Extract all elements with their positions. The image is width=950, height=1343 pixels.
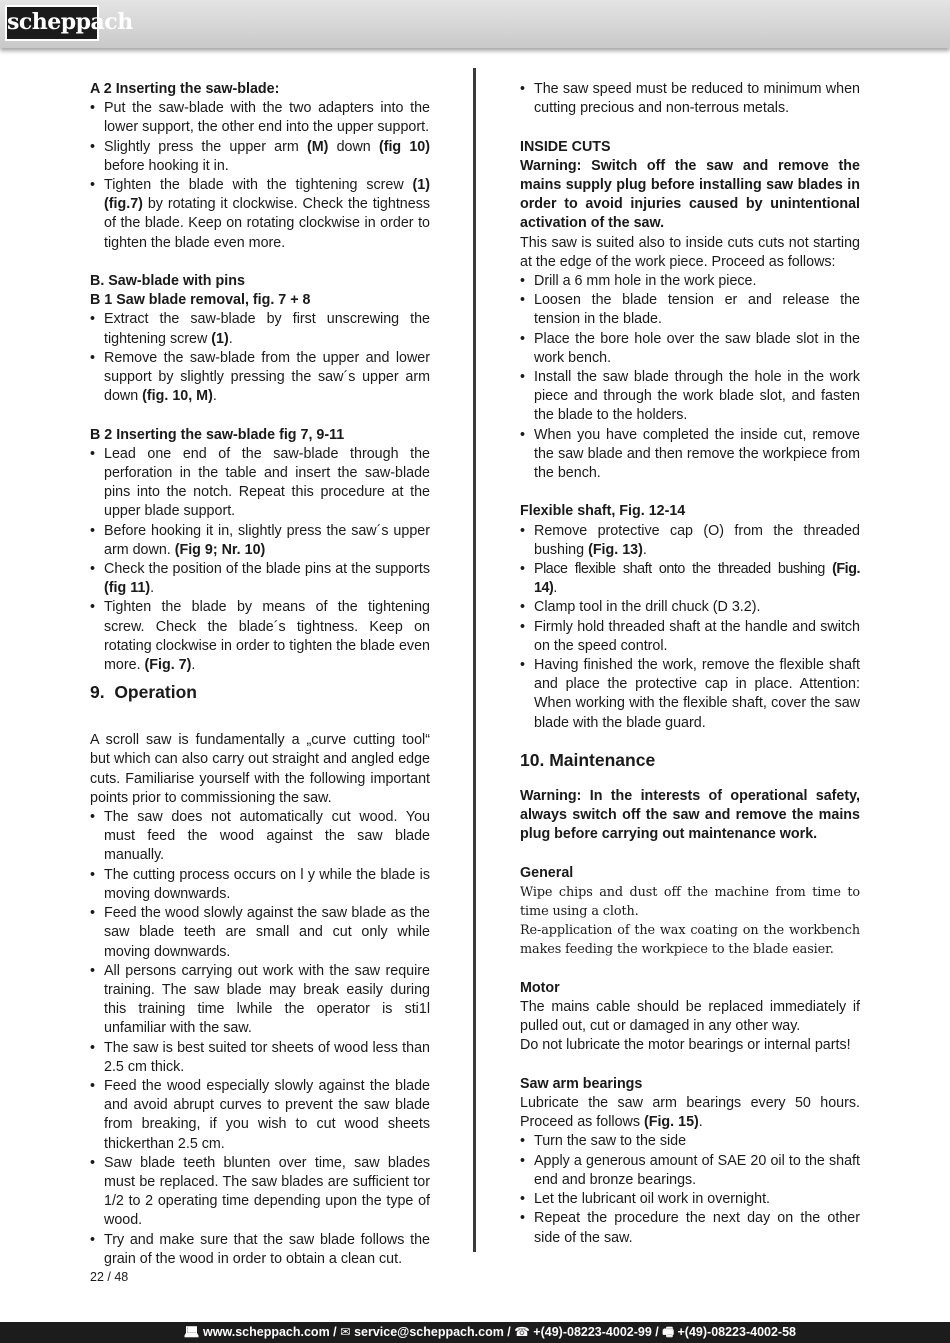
list-item: • Feed the wood slowly against the saw blade as the saw blade teeth are small and cut only while moving downwards. (90, 904, 430, 962)
list-item: • When you have completed the inside cut, remove the saw blade and then remove the workpiece from the bench. (520, 426, 860, 484)
page-header (0, 0, 950, 48)
list-item: • Install the saw blade through the hole in the work piece and through the work blade slot, and fasten the blade to the holders. (520, 368, 860, 426)
brand-logo: scheppach (5, 5, 99, 41)
section-heading: B 2 Inserting the saw-blade fig 7, 9-11 (90, 426, 345, 443)
list-item: • Put the saw-blade with the two adapters into the lower support, the other end into the upper support. (90, 99, 430, 137)
column-divider (473, 68, 476, 1252)
list-item: • Apply a generous amount of SAE 20 oil to the shaft end and bronze bearings. (520, 1152, 860, 1190)
inside-list (520, 272, 860, 483)
list-item: • Turn the saw to the side (520, 1132, 860, 1151)
list-item: • Lead one end of the saw-blade through the perforation in the table and insert the saw-blade pins into the notch. Repeat this procedure at the upper blade support. (90, 445, 430, 522)
list-item: • The saw speed must be reduced to minimum when cutting precious and non-terrous metals. (520, 80, 860, 118)
section-heading: General (520, 864, 574, 881)
page-footer: 💻︎ www.scheppach.com / ✉ service@scheppach.com / ☎ +(49)-08223-4002-99 / 🖷︎ +(49)-08223-4002-58 (0, 1322, 950, 1343)
list-item: • The saw does not automatically cut wood. You must feed the wood against the saw blade manually. (90, 808, 430, 866)
list-item: • Place flexible shaft onto the threaded bushing (Fig. 14). (520, 560, 860, 598)
list-item: • Place the bore hole over the saw blade slot in the work bench. (520, 330, 860, 368)
footer-phone: +(49)-08223-4002-99 (533, 1325, 652, 1339)
list-item: • Let the lubricant oil work in overnight. (520, 1190, 860, 1209)
footer-fax: +(49)-08223-4002-58 (677, 1325, 796, 1339)
computer-icon: 💻︎ (183, 1325, 204, 1339)
general-text: Wipe chips and dust off the machine from time to time using a cloth. (520, 884, 860, 920)
speed-list (520, 80, 860, 118)
list-item: • Try and make sure that the saw blade follows the grain of the wood in order to obtain a clean cut. (90, 1231, 430, 1269)
list-item: • Extract the saw-blade by first unscrewing the tightening screw (1). (90, 310, 430, 348)
operation-intro: A scroll saw is fundamentally a „curve cutting tool“ but which can also carry out straight and angled edge cuts. Familiarise yourself with the following important points prior to commissioning the saw. (90, 732, 430, 806)
warning-text: Warning: Switch off the saw and remove the mains supply plug before installing saw blades in order to avoid injuries caused by unintentional activation of the saw. (520, 157, 860, 232)
list-item: • The cutting process occurs on l y while the blade is moving downwards. (90, 866, 430, 904)
section-heading: B. Saw-blade with pins (90, 273, 245, 290)
flex-list (520, 522, 860, 733)
list-item: • Drill a 6 mm hole in the work piece. (520, 272, 860, 291)
motor-text: The mains cable should be replaced immediately if pulled out, cut or damaged in any other way. (520, 999, 860, 1035)
maintenance-heading: 10. Maintenance (520, 749, 656, 770)
right-column (520, 80, 860, 1248)
list-item: • Check the position of the blade pins at the supports (fig 11). (90, 560, 430, 598)
list-item: • Feed the wood especially slowly against the blade and avoid abrupt curves to prevent the saw blade from breaking, if you wish to cut wood sheets thickerthan 2.5 cm. (90, 1077, 430, 1154)
section-heading: A 2 Inserting the saw-blade: (90, 81, 280, 97)
a2-list (90, 99, 430, 253)
footer-web-link[interactable]: www.scheppach.com (203, 1325, 330, 1339)
list-item: • Tighten the blade by means of the tightening screw. Check the blade´s tightness. Keep on rotating clockwise in order to tighten the blade even more. (Fig. 7). (90, 598, 430, 675)
left-column (90, 80, 430, 1269)
bearings-intro: Lubricate the saw arm bearings every 50 hours. Proceed as follows (Fig. 15). (520, 1095, 860, 1131)
operation-heading: 9. Operation (90, 682, 197, 703)
section-heading: Motor (520, 979, 560, 996)
list-item: • Loosen the blade tension er and release the tension in the blade. (520, 291, 860, 329)
phone-icon: ☎ (514, 1325, 534, 1339)
b1-list (90, 310, 430, 406)
section-heading: Flexible shaft, Fig. 12-14 (520, 503, 686, 520)
list-item: • Remove protective cap (O) from the threaded bushing (Fig. 13). (520, 522, 860, 560)
list-item: • Tighten the blade with the tightening screw (1) (fig.7) by rotating it clockwise. Check the tightness of the blade. Keep on rotating clockwise in order to tighten the blade even more. (90, 176, 430, 253)
section-heading: INSIDE CUTS (520, 138, 611, 155)
list-item: • Repeat the procedure the next day on the other side of the saw. (520, 1209, 860, 1247)
motor-text: Do not lubricate the motor bearings or internal parts! (520, 1037, 851, 1054)
list-item: • Having finished the work, remove the flexible shaft and place the protective cap in place. Attention: When working with the flexible shaft, cover the saw blade with the blade guard. (520, 656, 860, 733)
mail-icon: ✉ (340, 1325, 355, 1339)
list-item: • Clamp tool in the drill chuck (D 3.2). (520, 598, 860, 617)
list-item: • Firmly hold threaded shaft at the handle and switch on the speed control. (520, 618, 860, 656)
operation-list (90, 808, 430, 1269)
section-heading: Saw arm bearings (520, 1075, 643, 1092)
list-item: • The saw is best suited tor sheets of wood less than 2.5 cm thick. (90, 1039, 430, 1077)
list-item: • Slightly press the upper arm (M) down (fig 10) before hooking it in. (90, 138, 430, 176)
list-item: • Remove the saw-blade from the upper and lower support by slightly pressing the saw´s upper arm down (fig. 10, M). (90, 349, 430, 407)
b2-list (90, 445, 430, 675)
bearings-list (520, 1132, 860, 1247)
list-item: • Saw blade teeth blunten over time, saw blades must be replaced. The saw blades are sufficient tor 1/2 to 2 operating time depending upon the type of wood. (90, 1154, 430, 1231)
list-item: • All persons carrying out work with the saw require training. The saw blade may break easily during this training time lwhile the operator is sti1l unfamiliar with the saw. (90, 962, 430, 1039)
inside-intro: This saw is suited also to inside cuts cuts not starting at the edge of the work piece. Proceed as follows: (520, 234, 860, 270)
section-heading: B 1 Saw blade removal, fig. 7 + 8 (90, 292, 311, 309)
page-number: 22 / 48 (90, 1270, 129, 1284)
footer-email-link[interactable]: service@scheppach.com (354, 1325, 504, 1339)
warning-text: Warning: In the interests of operational safety, always switch off the saw and remove the mains plug before carrying out maintenance work. (520, 787, 860, 843)
general-text: Re-application of the wax coating on the workbench makes feeding the workpiece to the blade easier. (520, 923, 860, 958)
list-item: • Before hooking it in, slightly press the saw´s upper arm down. (Fig 9; Nr. 10) (90, 522, 430, 560)
fax-icon: 🖷︎ (662, 1325, 678, 1339)
